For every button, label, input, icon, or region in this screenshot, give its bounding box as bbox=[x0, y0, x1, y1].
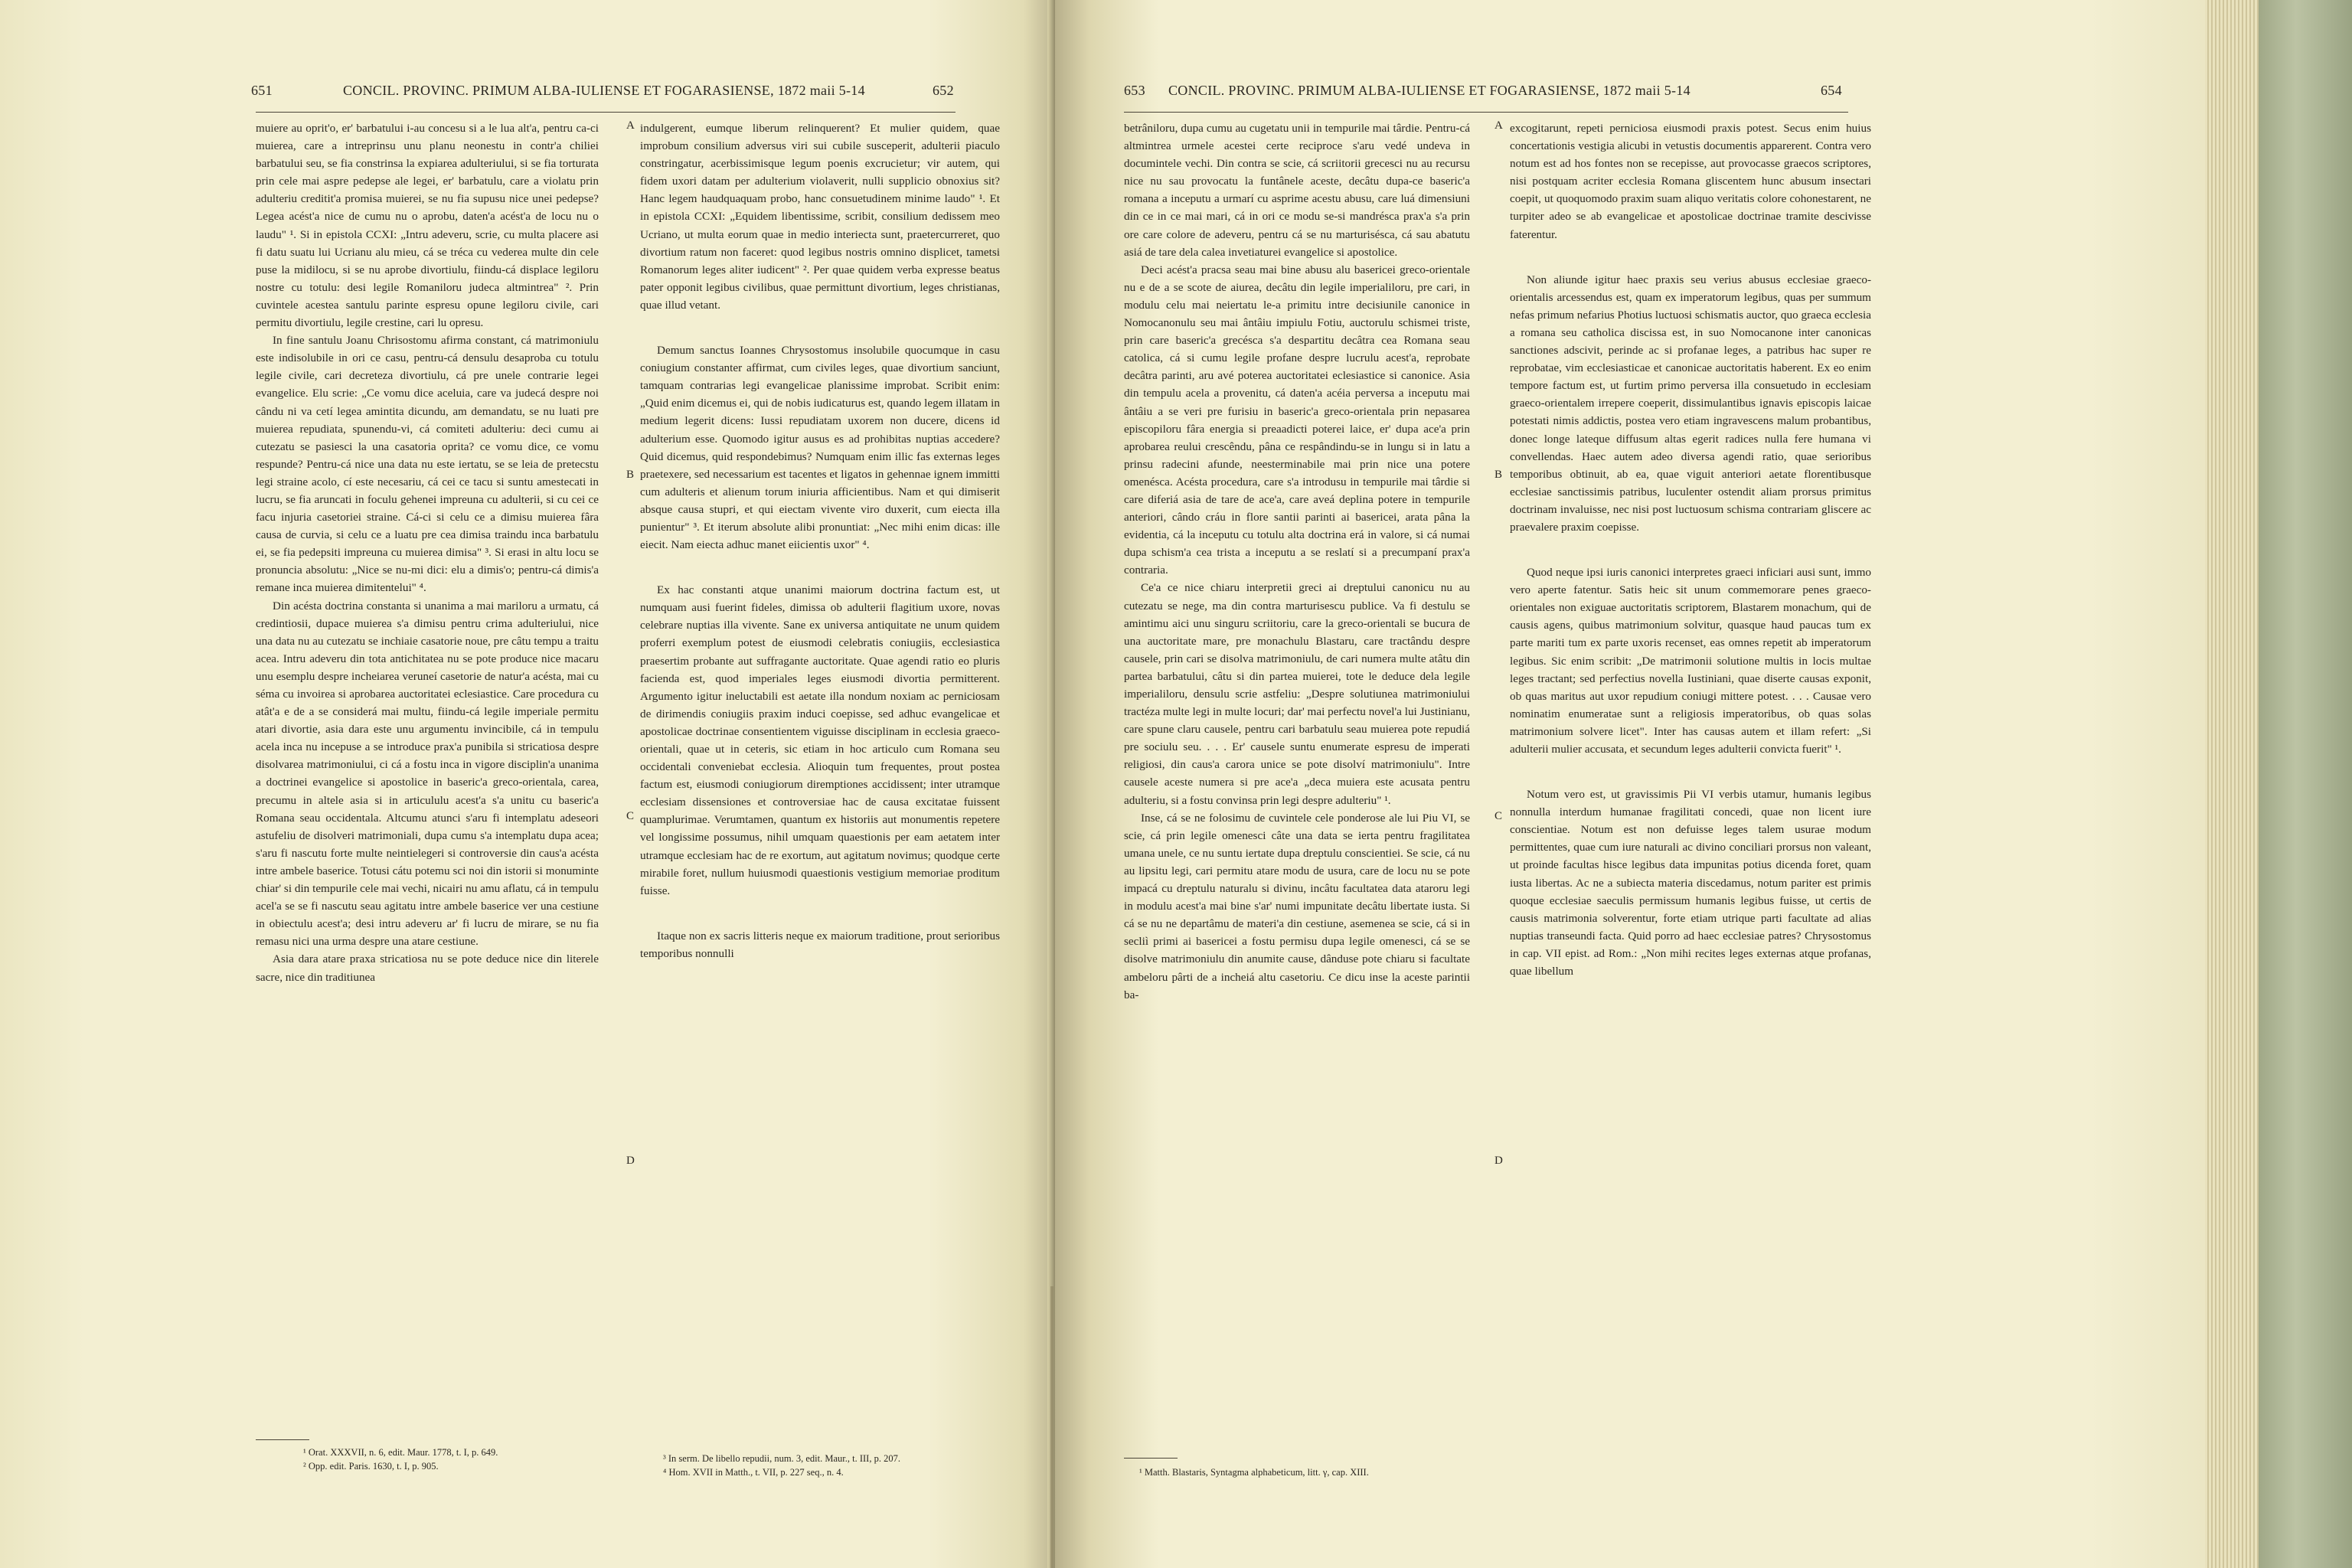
margin-letter: A bbox=[1494, 119, 1503, 132]
paragraph: Quod neque ipsi iuris canonici interpretes graeci inficiari ausi sunt, immo vero aperte fatentur. Satis heic sit unum commemorare penes graeco-orientales non exiguae auctoritatis scriptorem, Blastarem monachum, qui de causis agens, quibus matrimonium solvitur, quasque haud paucas tum ex parte mariti tum ex parte uxoris recenset, eas omnes repetit ab imperatorum legibus. Sic enim scribit: „De matrimonii solutione multis in locis multae leges tractant; sed perfectius novella Iustiniani, quae diserte causas exponit, ob quas maritus aut uxor repudium coniugi mittere potest. . . . Causae vero nominatim enumeratae sunt a religiosis imperatoribus, ob quas solas matrimonium solvere licet". Inter has causas autem et illam refert: „Si adulterii mulier accusata, et secundum leges adulterii convicta fuerit" ¹. bbox=[1510, 566, 1871, 756]
footnote: ¹ Matth. Blastaris, Syntagma alphabeticum, litt. γ, cap. XIII. bbox=[1139, 1467, 1369, 1478]
paragraph: Din acésta doctrina constanta si unanima a mai mariloru a urmatu, cá credintiosii, dupace muierea s'a dimisu pentru crima adulteriului, nice una data nu au cutezatu se inchiaie casatorie noue, pre câtu tempu a traitu acea. Intru adeveru din tota antichitatea nu se pote produce nice macaru unu esemplu despre incheiarea veruneí casetorie de natur'a acésta, mai cu séma cu invoirea si aprobarea auctoritatei eclesiastice. Care procedura cu atât'a e de a se considerá mai multu, fiindu-cá legile imperiale permitu atari divortie, asia dara este unu argumentu invincibile, cá in tempulu acela inca nu incepuse a se introduce prax'a punibila si stricatiosa despre disolvarea matrimoniului, ci cá a fostu inca in vigore disciplin'a unanima a doctrinei evangelice si apostolice in baseric'a greco-orientala, carea, precumu in altele asia si in articululu acest'a s'a unitu cu baseric'a Romana seau occidentala. Altcumu atunci s'aru fi intemplatu adeseori astufeliu de disolveri matrimoniali, dupa cumu s'a intemplatu dupa acea; s'aru fi nascutu forte multe neintielegeri si controversie din caus'a acésta intre ambele baserice. Totusi cátu potemu sci noi din istorii si monuminte chiar' si din tempurile cele mai vechi, nicairi nu amu aflatu, cá in tempulu acel'a se se fi nascutu seau agitatu intre ambele baserice ver una cestiune in obiectulu acest'a; desi intru adeveru ar' fi lucru de mirare, se nu fia remasu nici una urma despre una atare cestiune. bbox=[256, 599, 599, 949]
footnotes-right bbox=[663, 1452, 1000, 1479]
margin-letter: A bbox=[626, 119, 635, 132]
paragraph: Ce'a ce nice chiaru interpretii greci ai dreptului canonicu nu au cutezatu se nege, ma din contra marturisescu publice. Va fi destulu se amintimu aici unu singuru scriitoriu, care la greco-orientali se bucura de una auctoritate mare, pre monachulu Blastaru, care tractându despre causele, prin cari se disolva matrimoniulu, de cari numera multe atâtu din partea barbatului, câtu si din partea muierei, tote le deduce dela legile imperialiloru, densulu scrie astfeliu: „Despre solutiunea matrimoniului tractéza multe legi in multe locuri; dar' mai perfectu novel'a lui Justinianu, care spune claru causele, pentru cari barbatulu seau muierea pote repudiá pre sociulu seu. . . . Er' causele suntu enumerate espresu de imperati religiosi, din caus'a carora unice se pote disolví matrimoniulu". Intre causele aceste numera si pre ace'a „deca muiera este acusata pentru adulteriu, si a fostu convinsa prin legi despre adulteriu" ¹. bbox=[1124, 581, 1470, 807]
running-header-left bbox=[0, 83, 1055, 106]
footnotes-left bbox=[303, 1446, 609, 1473]
paragraph: betrâniloru, dupa cumu au cugetatu unii in tempurile mai târdie. Pentru-cá altmintrea urmele acestei certe reciproce s'aru vedé undeva in documintele vechi. Din contra se scie, cá scriitorii grecesci nu au recursu nice nu sau provocatu la funtânele aceste, decâtu dupa-ce baseric'a romana a inceputu a urmarí cu asprime acestu abusu, care luá dimensiuni din ce in ce mai mari, cá in ori ce modu se-si mandrésca prax'a s'a prin ore care colore de adeveru, pentru cá se nu marturisésca, cá sau abatutu asiá de tare dela calea invetiaturei evangelice si apostolice. bbox=[1124, 122, 1470, 259]
page-number: 653 bbox=[1124, 83, 1145, 98]
right-page bbox=[1055, 0, 2205, 1568]
left-page bbox=[0, 0, 1055, 1568]
paragraph: In fine santulu Joanu Chrisostomu afirma constant, cá matrimoniulu este indisolubile in ori ce casu, pentru-cá densulu desaproba cu totulu legile civile, cari decreteza divortiulu, cá pre unele contrarie legei evangelice. Elu scrie: „Ce vomu dice aceluia, care va judecá despre noi cându ni va cetí legea amintita dicundu, am demandatu, se nu luati pre muierea repudiata, spunendu-vi, cá comiteti adulteriu: deci cumu ai cutezatu se pasiesci la una casatoria oprita? ce vomu dice, ce vomu respunde? Pentru-cá nice una data nu este iertatu, se se leia de pretecstu legi straine acolo, cí este necesariu, cá cei ce tacu si suntu amestecati in lucru, se fia aruncati in foculu gehenei impreuna cu adulterii, si cu cei ce facu injuria casetoriei straine. Cá-ci si celu ce a dimisu muierea fâra causa de curvia, si celu ce a luatu pre cea dimisa traindu inca barbatulu ei, se fia pedepsiti impreuna cu muierea dimisa" ³. Si erasi in altu locu se pronuncia absolutu: „Nice se nu-mi dici: elu a dimis'o; pentru-cá dimis'a remane inca muierea dimitentelui" ⁴. bbox=[256, 334, 599, 595]
footnote: ⁴ Hom. XVII in Matth., t. VII, p. 227 seq., n. 4. bbox=[663, 1467, 844, 1478]
paragraph: Demum sanctus Ioannes Chrysostomus insolubile quocumque in casu coniugium constanter affirmat, cum civiles leges, quae divortium sanciunt, tamquam contrarias legi evangelicae planissime improbat. Scribit enim: „Quid enim dicemus ei, qui de nobis iudicaturus est, quando legem illatam in medium legerit dicens: Iussi repudiatam uxorem non ducere, dicens id adulterium esse. Quomodo igitur ausus es ad prohibitas nuptias accedere? Quid dicemus, quid respondebimus? Numquam enim illic fas externas leges praetexere, sed necessarium est tacentes et ligatos in gehennae ignem immitti cum adulteris et alienum torum iniuria afficientibus. Nam et qui dimiserit absque causa stupri, et qui eiectam vivente viro duxerit, cum eiecta illa punientur" ³. Et iterum absolute alibi pronuntiat: „Nec mihi enim dicas: ille eiecit. Nam eiecta adhuc manet eiicientis uxor" ⁴. bbox=[640, 344, 1000, 552]
page-number: 651 bbox=[251, 83, 273, 98]
footnote: ¹ Orat. XXXVII, n. 6, edit. Maur. 1778, t. I, p. 649. bbox=[303, 1447, 498, 1458]
margin-letter: D bbox=[626, 1155, 635, 1167]
margin-letter: C bbox=[1494, 810, 1503, 822]
bookmark-ribbon bbox=[1050, 1286, 1054, 1568]
paragraph: Ex hac constanti atque unanimi maiorum doctrina factum est, ut numquam ausi fuerint fideles, dimissa ob adulterii flagitium uxore, novas celebrare nuptias illa vivente. Sane ex universa antiquitate ne unum quidem proferri exemplum potest de eiusmodi celebratis coniugiis, ecclesiastica praesertim probante aut suffragante auctoritate. Quae agendi ratio eo pluris facienda est, quod imperiales leges eiusmodi divortia permitterent. Argumento igitur ineluctabili est aetate illa nondum noxiam ac perniciosam de dirimendis coniugiis praxim induci coepisse, sed adhuc evangelicae et apostolicae doctrinae consentientem viguisse disciplinam in ecclesia graeco-orientali, quae ut in ceteris, sic etiam in hoc articulo cum Romana seu occidentali conveniebat ecclesia. Alioquin tum frequentes, prout postea factum est, eiusmodi coniugiorum diremptiones accidissent; inter utramque ecclesiam dissensiones et controversiae hac de causa excitatae fuissent quamplurimae. Verumtamen, quantum ex historiis aut monumentis repetere vel longissime possumus, nihil umquam quaestionis per eam aetatem inter utramque ecclesiam hac de re exortum, aut agitatum novimus; quodque certe mirabile foret, nullum huiusmodi quaestionis vestigium memoriae proditum fuisse. bbox=[640, 583, 1000, 897]
running-title: CONCIL. PROVINC. PRIMUM ALBA-IULIENSE ET FOGARASIENSE, 1872 maii 5-14 bbox=[343, 83, 865, 98]
footnote-rule bbox=[1124, 1458, 1178, 1459]
margin-letter: D bbox=[1494, 1155, 1503, 1167]
latin-column bbox=[1510, 119, 1871, 980]
footnote: ³ In serm. De libello repudii, num. 3, edit. Maur., t. III, p. 207. bbox=[663, 1453, 900, 1464]
page-number: 652 bbox=[933, 83, 954, 98]
footnote: ² Opp. edit. Paris. 1630, t. I, p. 905. bbox=[303, 1461, 439, 1472]
paragraph: Asia dara atare praxa stricatiosa nu se pote deduce nice din literele sacre, nice din traditiunea bbox=[256, 952, 599, 984]
footnotes bbox=[1139, 1465, 1599, 1479]
running-header-right bbox=[1055, 83, 2205, 106]
margin-letter: B bbox=[1494, 469, 1503, 481]
paragraph: Notum vero est, ut gravissimis Pii VI verbis utamur, humanis legibus nonnulla interdum humanae fragilitati concedi, quae non licent iure conscientiae. Notum est non defuisse leges talem usurae modum permittentes, quae cum iure naturali ac divino conciliari prorsus non valeant, ut proinde facultas hisce legibus data impunitas potius dicenda foret, quam iusta libertas. Ac ne a subiecta materia discedamus, notum pariter est primis quoque ecclesiae saeculis permissum humanis legibus fuisse, ut certis de causis matrimonia solverentur, forte etiam utrique parti facultate ad alias nuptias transeundi facta. Quid porro ad haec ecclesiae patres? Chrysostomus in cap. VII epist. ad Rom.: „Non mihi recites leges externas atque profanas, quae libellum bbox=[1510, 788, 1871, 978]
footnote-rule bbox=[256, 1439, 309, 1440]
romanian-column bbox=[1124, 119, 1470, 1004]
paragraph: Itaque non ex sacris litteris neque ex maiorum traditione, prout serioribus temporibus nonnulli bbox=[640, 929, 1000, 960]
paragraph: Inse, cá se ne folosimu de cuvintele cele ponderose ale lui Piu VI, se scie, cá prin legile omenesci câte una data se ierta pentru fragilitatea umana unele, ce nu suntu iertate dupa dreptulu conscientiei. Se scie, cá nu au lipsitu legi, cari permitu atare modu de usura, care de locu nu se pote impacá cu dreptulu naturalu si divinu, incâtu facultatea data ataroru legi in modulu acest'a mai bine s'ar' numi impunitate decâtu libertate iusta. Si cá se nu ne departâmu de materi'a din cestiune, asemenea se scie, cá si in secliì primi ai basericei a fostu permisu dupa legile omenesci, cá se se disolve matrimoniulu din anumite cause, dânduse pote chiaru si facultate ambeloru pârti de a incheiá altu casetoriu. Ce dicu inse la aceste parintii ba- bbox=[1124, 811, 1470, 1001]
paragraph: indulgerent, eumque liberum relinquerent? Et mulier quidem, quae improbum consilium adversus viri sui cubile susceperit, adulterii piaculo constringatur, acerbissimisque legum poenis excrucietur; vir autem, qui fidem uxori datam per adulterium violaverit, nulli supplicio obnoxius sit? Hanc legem haudquaquam probo, hanc consuetudinem minime laudo" ¹. Et in epistola CCXI: „Equidem libentissime, scribit, consilium dedissem meo Ucriano, ut multa eorum quae in medio interiecta sunt, praetercurreret, quo divortium ratum non faceret: quod legibus nostris omnino displicet, tametsi Romanorum leges aliter iudicent" ². Per quae quidem verba expresse beatus pater opponit legibus civilibus, quae permittunt divortium, leges christianas, quae illud vetant. bbox=[640, 122, 1000, 312]
page-edges bbox=[2205, 0, 2259, 1568]
latin-column bbox=[640, 119, 1000, 962]
margin-letter: C bbox=[626, 810, 635, 822]
paragraph: Deci acést'a pracsa seau mai bine abusu alu basericei greco-orientale nu e de a se scote de aiurea, decâtu din legile imperialiloru, pre cari, in modulu celu mai neiertatu le-a primitu intre decisiunile canonice in Nomocanonulu seu mai ântâiu impiulu Fotiu, auctorulu schismei triste, prin care baseric'a grecésca s'a despartitu decâtra cea Romana seau catolica, cá si cumu legile profane despre lucrulu acest'a, reprobate decâtra parinti, aru avé poterea auctoritatei eclesiastice si canonice. Asia din tempulu acela a provenitu, cá daten'a acéia perversa a inceputu mai ântâiu a se veri pre furisiu in baseric'a greco-orientala prin nepasarea episcopiloru fâra energia si preaadicti poterei laice, er' dupa ace'a prin aprobarea reului crescêndu, pâna ce respândindu-se in lungu si in latu a prinsu radecini afunde, neesterminabile mai prin nice una potere omenésca. Acésta procedura, care s'a introdusu in tempurile mai târdie si care diferiá asia de tare de ace'a, care aveá deplina potere in tempurile anteriori, cândo cráu in flore santii parinti ai basericei, arata pâna la evidentia, cá la inceputu cu totulu alta doctrina erá in valore, si cá numai dupa schism'a cea trista a inceputu a se reslatí si a precumpaní prax'a contraria. bbox=[1124, 263, 1470, 577]
header-rule bbox=[1124, 112, 1848, 113]
page-number: 654 bbox=[1821, 83, 1842, 98]
header-rule bbox=[256, 112, 956, 113]
paragraph: muiere au oprit'o, er' barbatului i-au concesu si a le lua alt'a, pentru ca-ci muierea, care a intreprinsu unu planu neonestu in contr'a chiliei barbatului seu, se fia constrinsa la expiarea adulteriului, si se fia torturata prin cele mai aspre pedepse ale legei, er' barbatulu, care a violatu prin adulteriu creditit'a promisa muierei, se nu fia supusu nice unei pedepse? Legea acést'a nice de cumu nu o aprobu, daten'a acést'a de locu nu o laudu" ¹. Si in epistola CCXI: „Intru adeveru, scrie, cu multa placere asi fi datu suatu lui Ucrianu alu mieu, cá se tréca cu vederea multe din cele puse la midilocu, si se nu aprobe divortiulu, fiindu-cá displace legiloru nostre cu totulu: desi legile Romaniloru judeca altmintrea" ². Prin cuvintele acestea santulu parinte espresu opune legiloru civile, cari permitu divortiulu, legile crestine, cari lu opresu. bbox=[256, 122, 599, 330]
margin-letter: B bbox=[626, 469, 635, 481]
romanian-column bbox=[256, 119, 599, 986]
paragraph: Non aliunde igitur haec praxis seu verius abusus ecclesiae graeco-orientalis arcessendus est, quam ex imperatorum legibus, quas per summum nefas primum nefarius Photius luctuosi schismatis auctor, quo graeca ecclesia a romana seu catholica discissa est, in suo Nomocanone inter canonicas sanctiones adscivit, perinde ac si profanae leges, a patribus hac super re reprobatae, vim ecclesiasticae et canonicae auctoritatis haberent. Ex eo enim tempore factum est, ut furtim primo perversa illa consuetudo in ecclesiam graeco-orientalem irrepere coeperit, dissimulantibus ignavis episcopis laicae potestati nimis addictis, postea vero etiam ingravescens malum probantibus, donec longe lateque diffusum altas egerit radices nulla fere humana vi convellendas. Haec autem adeo diversa agendi ratio, quae serioribus temporibus obtinuit, ab ea, quae viguit anteriori aetate florentibusque ecclesiae sanctissimis patribus, luculenter ostendit aliam prorsus primitus doctrinam invaluisse, nec nisi post luctuosum schisma contrariam gliscere ac praevalere praxim coepisse. bbox=[1510, 273, 1871, 534]
running-title: CONCIL. PROVINC. PRIMUM ALBA-IULIENSE ET FOGARASIENSE, 1872 maii 5-14 bbox=[1168, 83, 1690, 98]
book-cover bbox=[2259, 0, 2352, 1568]
paragraph: excogitarunt, repeti perniciosa eiusmodi praxis potest. Secus enim huius concertationis vestigia alicubi in vetustis documentis apparerent. Contra vero notum est ad hos fontes non se recepisse, aut provocasse graecos scriptores, nisi postquam acriter ecclesia Romana gliscentem hunc abusum insectari coepit, ut quoquomodo praxim suam aliquo veritatis colore cohonestarent, ne turpiter adeo se ab evangelicae et apostolicae doctrinae tramite descivisse faterentur. bbox=[1510, 122, 1871, 241]
